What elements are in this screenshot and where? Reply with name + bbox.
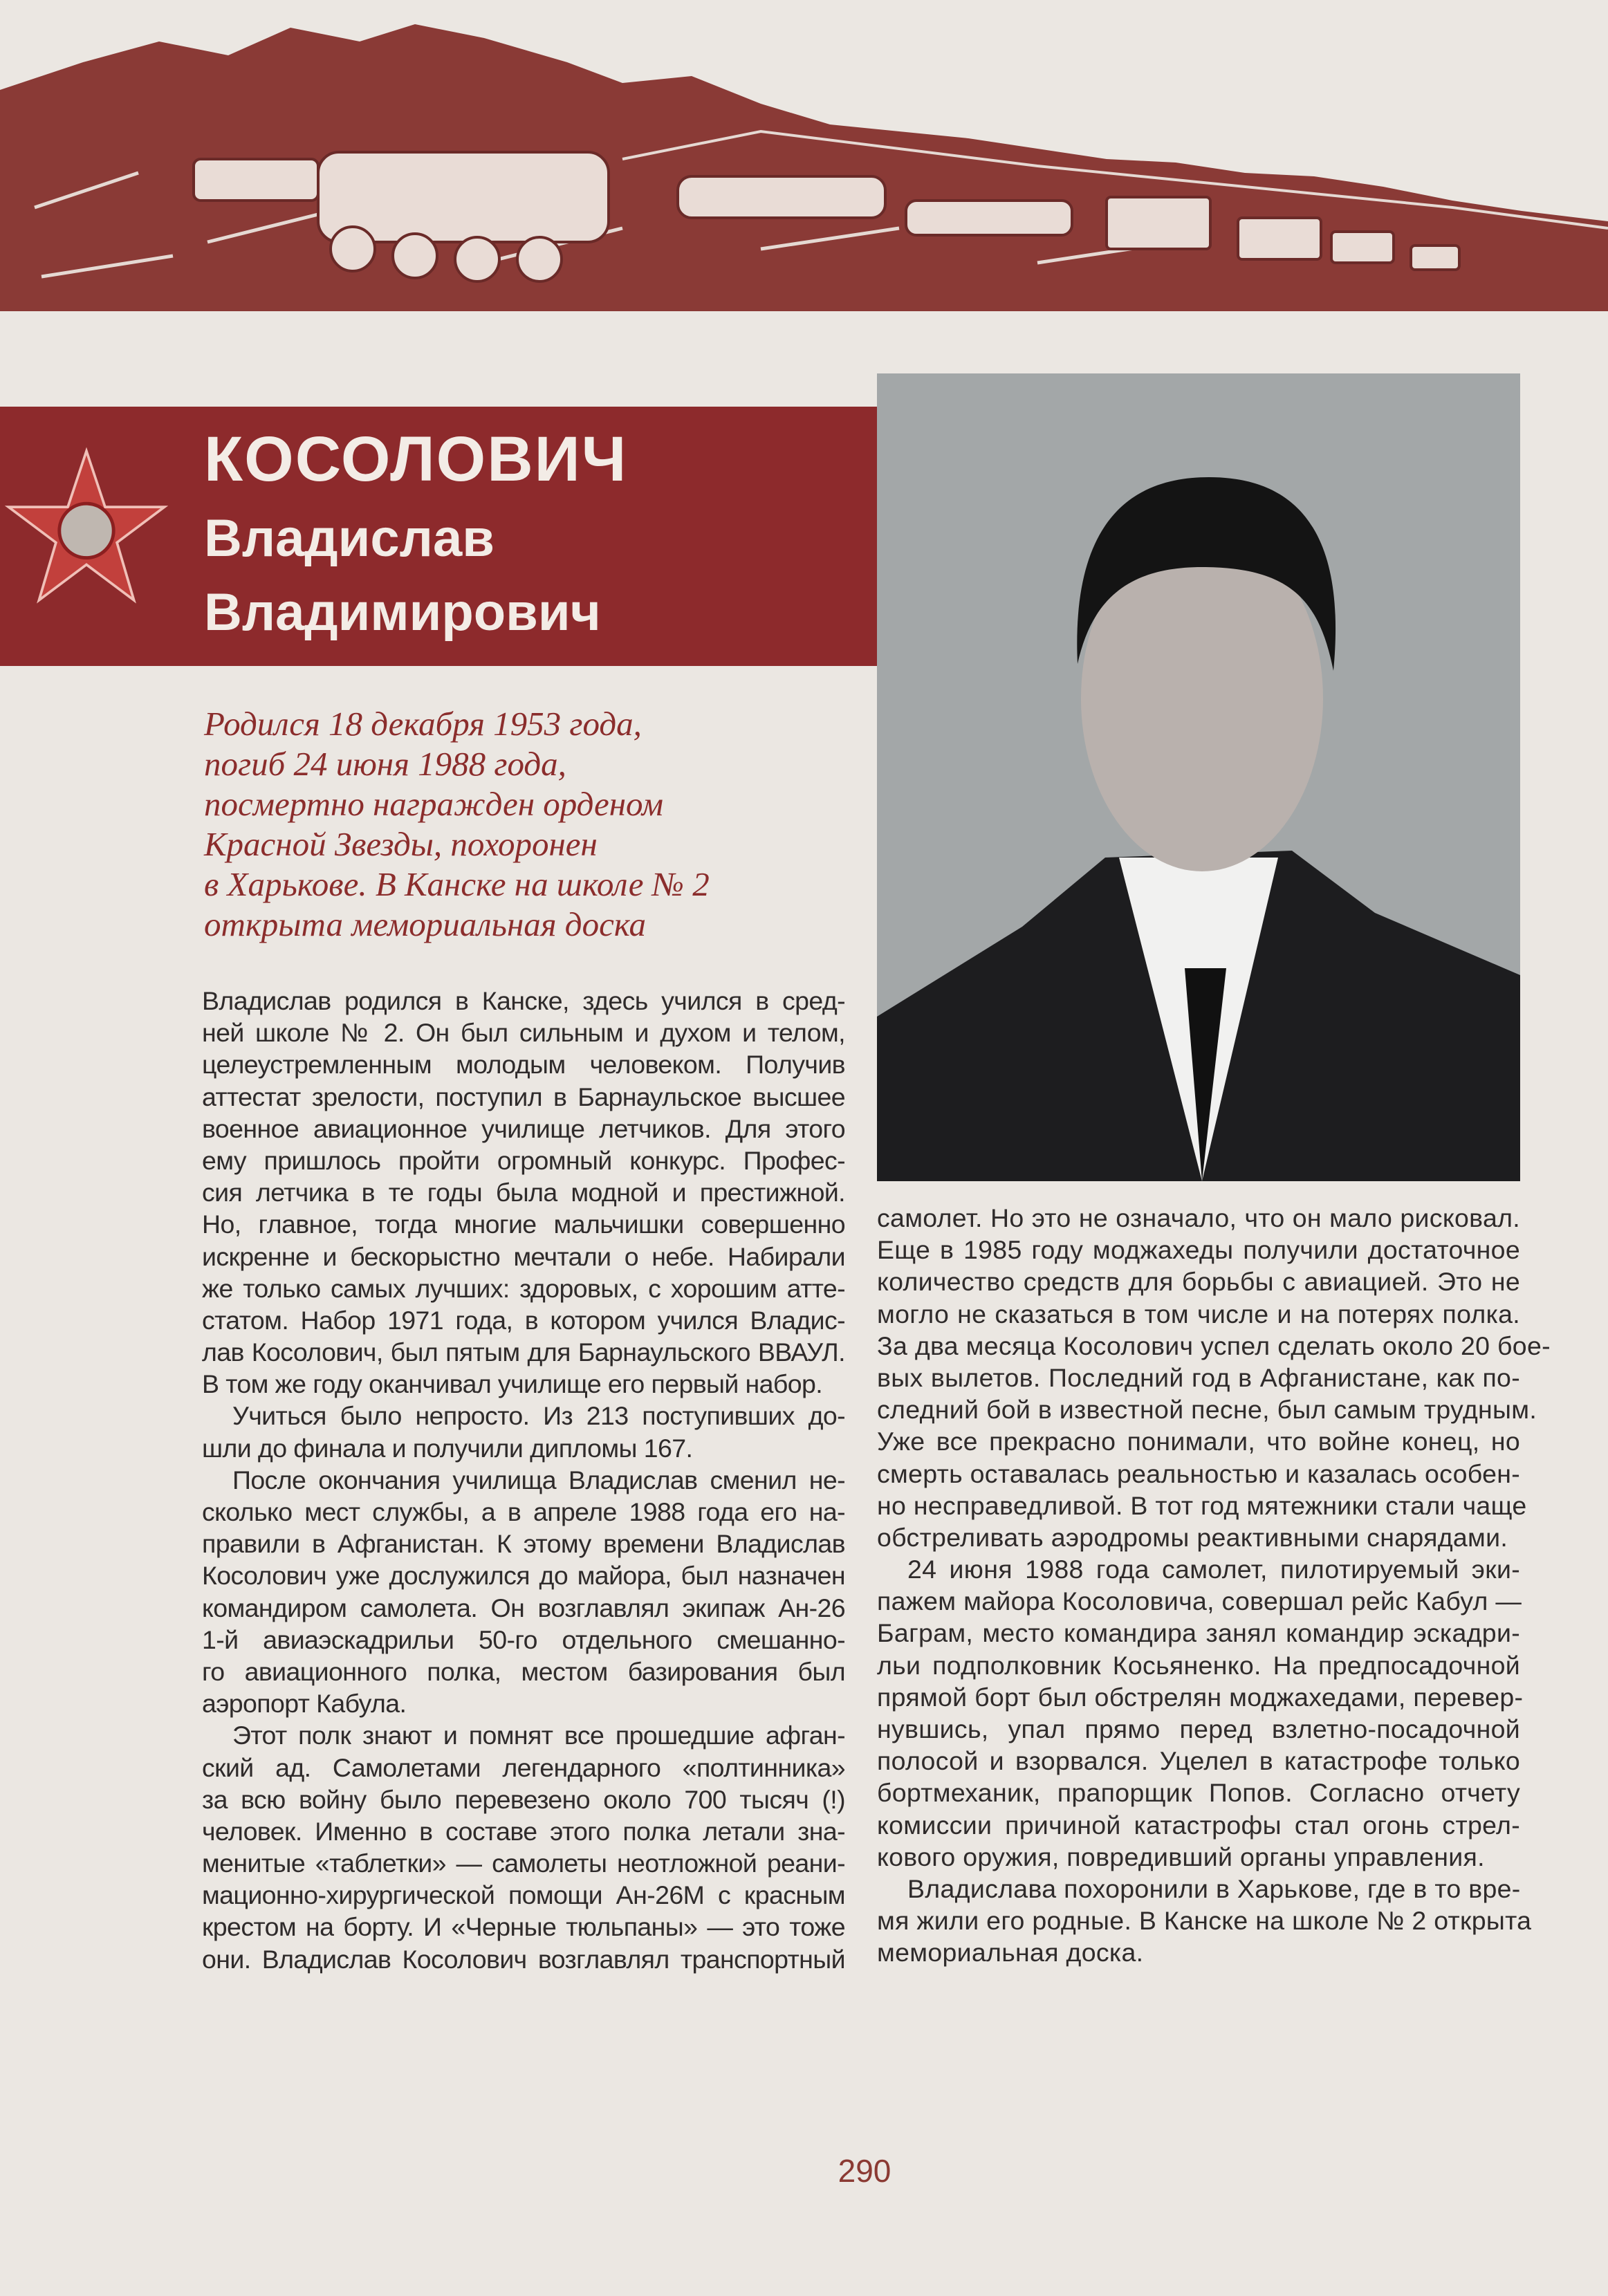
text-line: Еще в 1985 году моджахеды получили достаточное [877,1235,1520,1265]
text-line: Владислав родился в Канске, здесь учился в сред- [202,986,845,1015]
intro-line: посмертно награжден орденом [204,785,663,823]
text-line: комиссии причиной катастрофы стал огонь стрел- [877,1810,1520,1840]
text-line: командиром самолета. Он возглавлял экипаж Ан-26 [202,1593,845,1622]
portrait-photo [877,373,1520,1181]
text-line: За два месяца Косолович успел сделать около 20 бое- [877,1331,1551,1360]
text-line: прямой борт был обстрелян моджахедами, перевер- [877,1682,1524,1712]
text-line: Косолович уже дослужился до майора, был назначен [202,1561,845,1591]
text-line: статом. Набор 1971 года, в котором учился Владис- [202,1305,845,1335]
text-line: мационно-хирургической помощи Ан-26М с красным [202,1880,845,1910]
paragraph [877,1202,1551,1553]
text-line: сколько мест службы, а в апреле 1988 года его на- [202,1497,845,1526]
text-line: военное авиационное училище летчиков. Для этого [202,1113,845,1143]
intro-summary [204,704,826,945]
text-line: пажем майора Косоловича, совершал рейс Кабул — [877,1586,1522,1616]
text-line: 24 июня 1988 года самолет, пилотируемый эки- [907,1555,1520,1584]
intro-line: в Харькове. В Канске на школе № 2 [204,865,710,903]
text-line: кового оружия, повредивший органы управления. [877,1842,1485,1871]
intro-line: открыта мемориальная доска [204,905,647,943]
paragraph [202,985,845,1400]
text-line: могло не сказаться в том числе и на потерях полка. [877,1299,1520,1328]
text-line: менитые «таблетки» — самолеты неотложной реани- [202,1849,845,1878]
text-line: искренне и бескорыстно мечтали о небе. Набирали [202,1241,845,1271]
text-line: ему пришлось пройти огромный конкурс. Профес- [202,1145,845,1175]
text-line: аттестат зрелости, поступил в Барнаульское высшее [202,1082,845,1111]
text-line: целеустремленным молодым человеком. Получив [202,1050,845,1080]
body-column-right [877,1202,1551,1969]
text-line: они. Владислав Косолович возглавлял транспортный [202,1944,845,1974]
text-line: Учиться было непросто. Из 213 поступивших до- [232,1401,845,1431]
text-line: 1-й авиаэскадрильи 50-го отдельного смешанно- [202,1624,845,1654]
text-line: ней школе № 2. Он был сильным и духом и телом, [202,1018,845,1048]
intro-line: Красной Звезды, похоронен [204,825,598,863]
text-line: Но, главное, тогда многие мальчишки совершенно [202,1210,845,1239]
paragraph [877,1873,1532,1969]
text-line: Баграм, место командира занял командир эскадри- [877,1618,1520,1648]
text-line: мя жили его родные. В Канске на школе № 2 открыта [877,1906,1532,1936]
text-line: смерть оставалась реальностью и казалась особен- [877,1459,1521,1488]
paragraph [202,1464,845,1720]
text-line: за всю войну было перевезено около 700 тысяч (!) [202,1784,845,1814]
first-name: Владислав [204,509,495,568]
red-star-order-icon [0,443,173,612]
text-line: Уже все прекрасно понимали, что войне конец, но [877,1427,1520,1456]
text-line: полосой и взорвался. Уцелел в катастрофе только [877,1746,1520,1776]
surname: КОСОЛОВИЧ [204,424,628,494]
intro-line: погиб 24 июня 1988 года, [204,745,566,783]
text-line: правили в Афганистан. К этому времени Владислав [202,1529,845,1559]
text-line: сия летчика в те годы была модной и престижной. [202,1178,845,1207]
patronymic: Владимирович [204,583,601,642]
intro-line: Родился 18 декабря 1953 года, [204,705,642,743]
text-line: нувшись, упал прямо перед взлетно-посадочной [877,1714,1520,1743]
text-line: Владислава похоронили в Харькове, где в то вре- [907,1873,1521,1903]
text-line: В том же году оканчивал училище его первый набор. [202,1369,823,1399]
text-line: вых вылетов. Последний год в Афганистане, как по- [877,1362,1520,1392]
text-line: мемориальная доска. [877,1938,1144,1968]
text-line: аэропорт Кабула. [202,1689,407,1719]
text-line: самолет. Но это не означало, что он мало рисковал. [877,1203,1520,1232]
page-number: 290 [838,2153,891,2189]
text-line: же только самых лучших: здоровых, с хорошим атте- [202,1273,845,1303]
text-line: но несправедливой. В тот год мятежники стали чаще [877,1490,1527,1520]
text-line: обстреливать аэродромы реактивными снарядами. [877,1522,1508,1552]
text-line: лав Косолович, был пятым для Барнаульского ВВАУЛ. [202,1337,845,1367]
text-line: ский ад. Самолетами легендарного «полтинника» [202,1752,845,1782]
text-line: Этот полк знают и помнят все прошедшие афган- [232,1721,845,1750]
header-banner-illustration [0,0,1608,311]
text-line: льи подполковник Косьяненко. На предпосадочной [877,1650,1520,1680]
paragraph [202,1400,845,1463]
text-line: го авиационного полка, местом базирования был [202,1656,845,1686]
text-line: человек. Именно в составе этого полка летали зна- [202,1816,845,1846]
text-line: бортмеханик, прапорщик Попов. Согласно отчету [877,1778,1520,1808]
text-line: количество средств для борьбы с авиацией. Это не [877,1267,1520,1297]
text-line: крестом на борту. И «Черные тюльпаны» — это тоже [202,1912,845,1942]
text-line: следний бой в известной песне, был самым трудным. [877,1395,1537,1425]
text-line: шли до финала и получили дипломы 167. [202,1433,693,1463]
body-column-left [202,985,845,1975]
paragraph [202,1719,845,1975]
text-line: После окончания училища Владислав сменил не- [232,1465,845,1494]
paragraph [877,1553,1524,1873]
